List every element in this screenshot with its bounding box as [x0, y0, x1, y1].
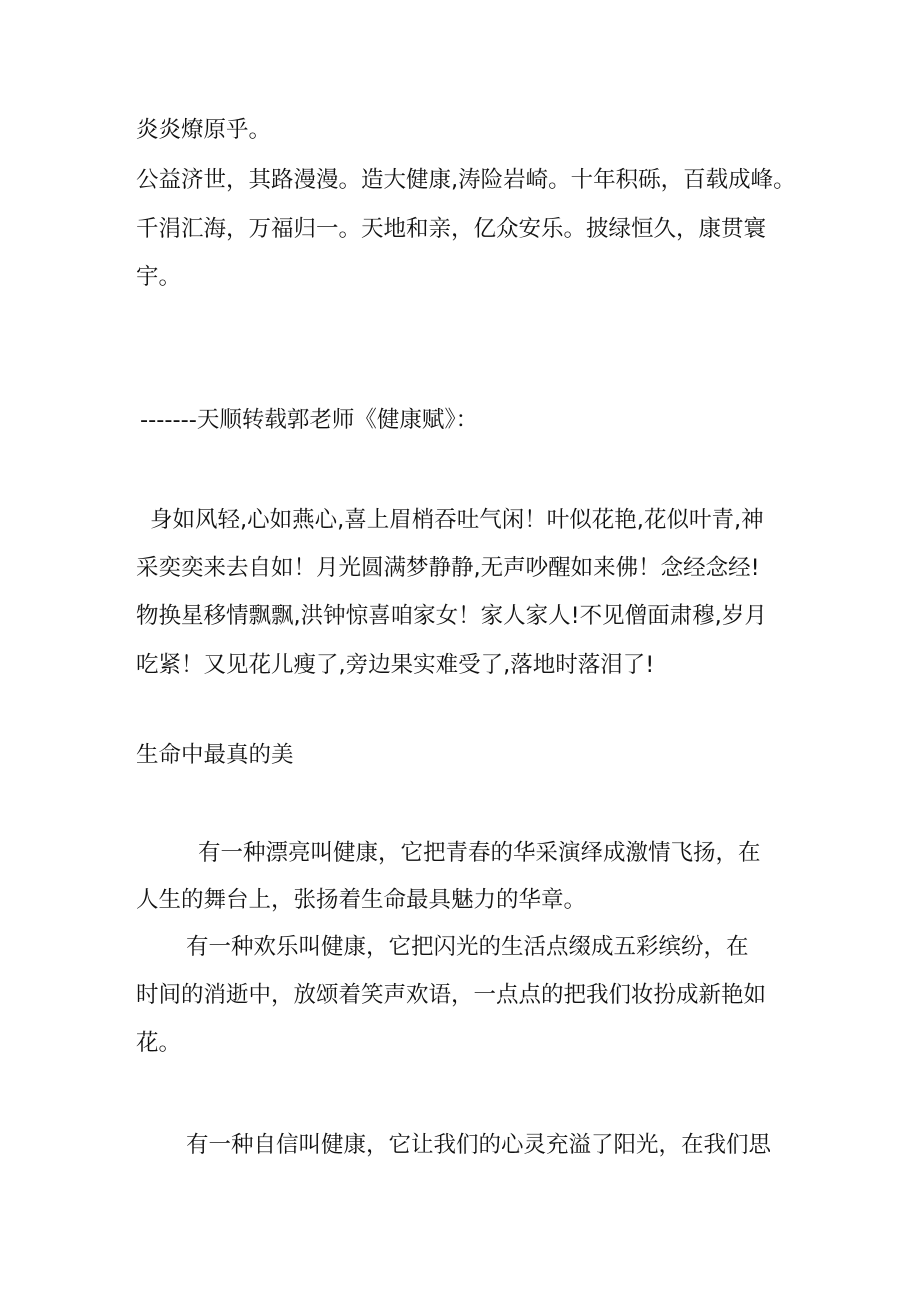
text-line: 炎炎燎原乎。	[136, 117, 272, 143]
text-line: 花。	[136, 1030, 182, 1056]
text-line: 身如风轻,心如燕心,喜上眉梢吞吐气闲！叶似花艳,花似叶青,神	[150, 507, 764, 533]
text-line: 采奕奕来去自如！月光圆满梦静静,无声吵醒如来佛！念经念经!	[136, 555, 760, 581]
attribution-line: -------天顺转载郭老师《健康赋》：	[140, 407, 479, 433]
text-line: 有一种漂亮叫健康，它把青春的华采演绎成激情飞扬，在	[198, 840, 761, 866]
text-line: 有一种自信叫健康，它让我们的心灵充溢了阳光，在我们思	[186, 1132, 772, 1158]
text-line: 吃紧！又见花儿瘦了,旁边果实难受了,落地时落泪了!	[136, 652, 655, 678]
text-line: 宇。	[136, 264, 182, 290]
text-line: 千涓汇海，万福归一。天地和亲，亿众安乐。披绿恒久，康贯寰	[136, 216, 767, 242]
text-line: 物换星移情飘飘,洪钟惊喜咱家女！家人家人!不见僧面肃穆,岁月	[136, 603, 767, 629]
section-heading: 生命中最真的美	[136, 742, 294, 768]
text-line: 公益济世，其路漫漫。造大健康,涛险岩崎。十年积砾，百载成峰。	[136, 167, 796, 193]
text-line: 时间的消逝中，放颂着笑声欢语，一点点的把我们妆扮成新艳如	[136, 982, 767, 1008]
text-line: 有一种欢乐叫健康，它把闪光的生活点缀成五彩缤纷，在	[186, 934, 749, 960]
text-line: 人生的舞台上，张扬着生命最具魅力的华章。	[136, 887, 587, 913]
